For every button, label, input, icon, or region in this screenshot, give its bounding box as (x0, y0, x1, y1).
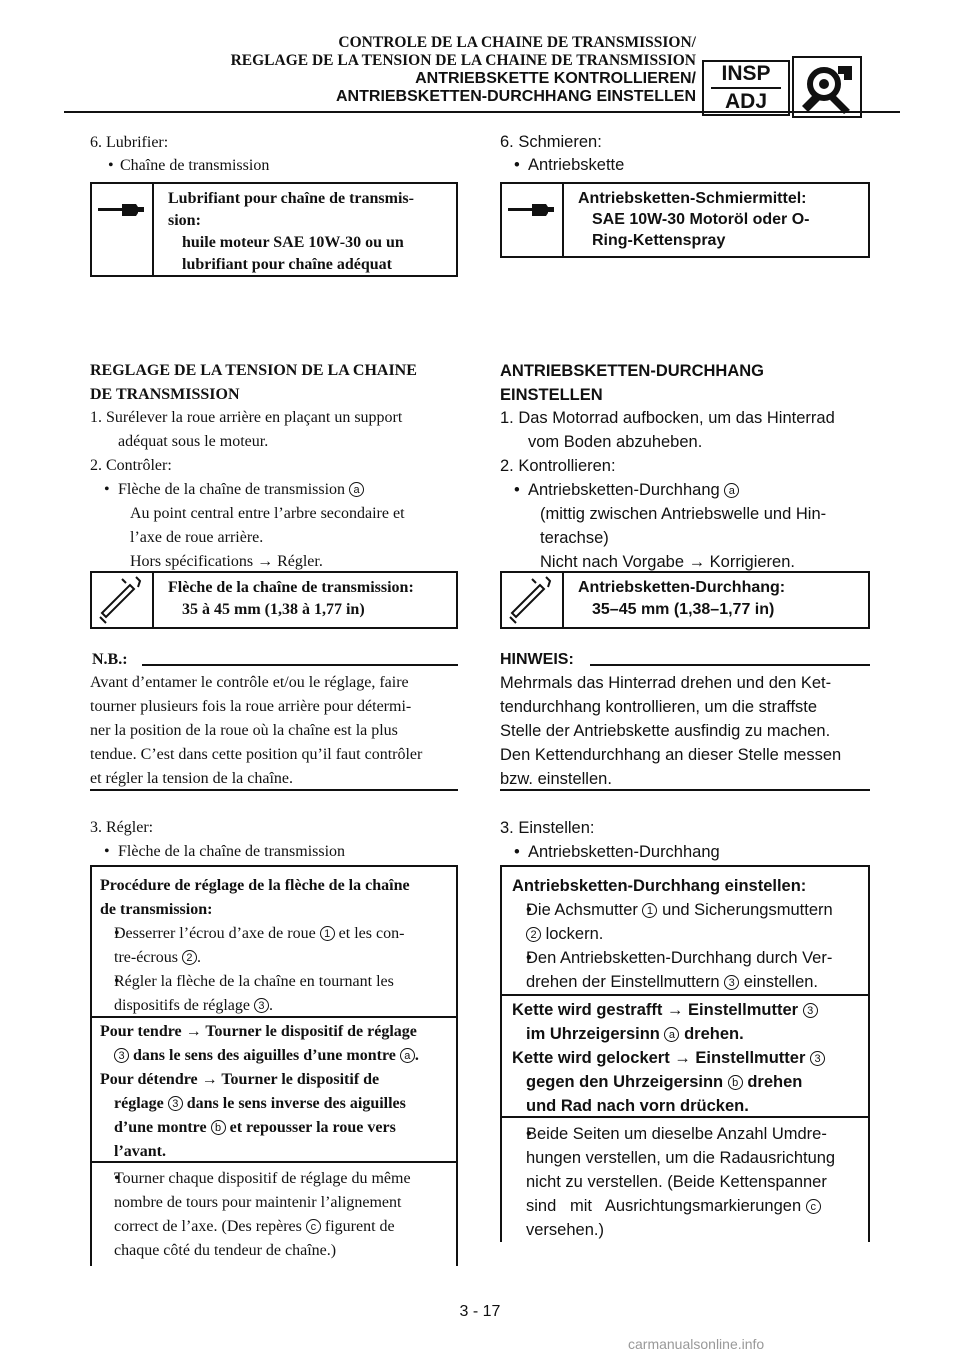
de-proc-divider-2 (500, 1116, 870, 1118)
de-proc-b2-b: drehen der Einstellmuttern (526, 973, 720, 991)
fr-step-3 (90, 816, 458, 864)
de-step-1-line-2: vom Boden abzuheben. (528, 433, 703, 451)
fr-tension-2c: d’une montre (114, 1119, 207, 1136)
ref-marker-a: a (664, 1027, 679, 1042)
fr-step-3-item: • Flèche de la chaîne de transmission (90, 840, 458, 864)
fr-tension-2d: l’avant. (114, 1143, 166, 1160)
de-proc-left-border (500, 865, 502, 1242)
de-step-1-line-1: 1. Das Motorrad aufbocken, um das Hinterrad (500, 409, 835, 427)
fr-step-2-item (90, 478, 458, 502)
fr-proc-bullet-2-cont: dispositifs de réglage 3 . (114, 997, 273, 1014)
fr-nb-line: ner la position de la roue où la chaîne est la plus (90, 722, 398, 739)
ref-marker-3: 3 (114, 1048, 129, 1063)
fr-tension-1b: dans le sens des aiguilles d’une montre (133, 1047, 396, 1064)
fr-final-4: chaque côté du tendeur de chaîne.) (114, 1242, 337, 1259)
page-number: 3 - 17 (459, 1303, 501, 1320)
de-spec-value: 35–45 mm (1,38–1,77 in) (592, 601, 775, 618)
fr-proc-left-border (90, 865, 92, 1266)
ref-marker-c: c (806, 1199, 821, 1214)
de-procedure (512, 874, 860, 994)
fr-step-6-label: 6. Lubrifier: (90, 134, 169, 151)
de-tension-1b-row (512, 1022, 862, 1046)
fr-spec-value: 35 à 45 mm (1,38 à 1,77 in) (182, 601, 365, 618)
fr-proc-b1-c: tre-écrous (114, 949, 178, 966)
fr-nb-end-rule (90, 789, 458, 791)
fr-tension-1a: Pour tendre → Tourner le dispositif de réglage (100, 1023, 417, 1040)
ref-marker-2: 2 (526, 927, 541, 942)
de-final-2: hungen verstellen, um die Radausrichtung (526, 1149, 836, 1167)
ref-marker-1: 1 (642, 903, 657, 918)
fr-section-title (90, 359, 458, 407)
de-proc-bullet-2: • Den Antriebsketten-Durchhang durch Ver- (512, 946, 860, 970)
fr-step-2-desc-2: l’axe de roue arrière. (130, 529, 264, 546)
fr-tension-2b-row (100, 1092, 450, 1116)
fr-tension-rules (100, 1020, 450, 1164)
de-step-2-desc-2: terachse) (540, 529, 609, 547)
fr-tension-2c-row (100, 1116, 450, 1140)
de-final-3: nicht zu verstellen. (Beide Kettenspanner (526, 1173, 827, 1191)
de-step-3-item: • Antriebsketten-Durchhang (500, 840, 870, 864)
fr-step-2-desc-3: Hors spécifications → Régler. (130, 553, 323, 570)
ref-marker-3: 3 (724, 975, 739, 990)
de-tension-2b: gegen den Uhrzeigersinn (526, 1073, 724, 1091)
de-step-3-label: 3. Einstellen: (500, 819, 595, 837)
de-step-2-desc-3: Nicht nach Vorgabe → Korrigieren. (540, 553, 795, 571)
de-tension-2a: Kette wird gelockert → Einstellmutter (512, 1049, 806, 1067)
ref-marker-1: 1 (320, 926, 335, 941)
fr-step-2-item-text: Flèche de la chaîne de transmission (118, 481, 346, 498)
ref-marker-a: a (400, 1048, 415, 1063)
de-final-note (512, 1122, 860, 1242)
fr-proc-divider-1 (90, 1016, 458, 1018)
de-lube-line-2: SAE 10W-30 Motoröl oder O- (592, 211, 810, 228)
de-hinweis-line: tendurchhang kontrollieren, um die straffste (500, 698, 818, 716)
oil-can-icon (92, 184, 154, 275)
de-steps-1-2 (500, 406, 870, 574)
fr-spec-label: Flèche de la chaîne de transmission: (168, 579, 414, 596)
de-spec-box (500, 571, 870, 629)
fr-nb-line: tendue. C’est dans cette position qu’il faut contrôler (90, 746, 423, 763)
caliper-icon (502, 573, 564, 627)
fr-step-2-desc-1: Au point central entre l’arbre secondaire et (130, 505, 405, 522)
fr-lube-line-1: Lubrifiant pour chaîne de transmis- (168, 190, 414, 207)
fr-section-title-1: REGLAGE DE LA TENSION DE LA CHAINE (90, 362, 417, 379)
de-tension-rules (512, 998, 862, 1118)
de-proc-bullet-2-cont (512, 970, 860, 994)
de-proc-b1-c: lockern. (545, 925, 604, 943)
fr-tension-2b: réglage (114, 1095, 164, 1112)
de-section-title (500, 359, 870, 407)
fr-proc-b2-b: dispositifs de réglage (114, 997, 250, 1014)
de-hinweis-line: bzw. einstellen. (500, 770, 612, 788)
ref-marker-b: b (211, 1120, 226, 1135)
de-proc-b2-c: einstellen. (743, 973, 819, 991)
fr-nb-text (90, 671, 458, 791)
fr-proc-b1-b: et les con- (338, 925, 405, 942)
de-proc-bullet-1-cont (512, 922, 860, 946)
fr-steps-1-2 (90, 406, 458, 574)
de-proc-title: Antriebsketten-Durchhang einstellen: (512, 877, 807, 895)
de-section-title-1: ANTRIEBSKETTEN-DURCHHANG (500, 362, 764, 380)
de-final-4a: sind mit Ausrichtungsmarkierungen (526, 1197, 802, 1215)
fr-lube-line-3: huile moteur SAE 10W-30 ou un (182, 234, 404, 251)
de-hinweis-line: Den Kettendurchhang an dieser Stelle messen (500, 746, 842, 764)
fr-nb-line: Avant d’entamer le contrôle et/ou le réglage, faire (90, 674, 409, 691)
fr-lubricant-box (90, 182, 458, 277)
header-title-line-3: ANTRIEBSKETTE KONTROLLIEREN/ (415, 70, 696, 87)
de-lube-line-1: Antriebsketten-Schmiermittel: (578, 190, 807, 207)
de-lubricant-box (500, 182, 870, 258)
badge-insp-label: INSP (721, 62, 771, 85)
fr-proc-title-2: de transmission: (100, 901, 213, 918)
de-step-6-label: 6. Schmieren: (500, 133, 602, 151)
fr-step-1-line-1: 1. Surélever la roue arrière en plaçant un support (90, 409, 403, 426)
fr-tension-1b-row: 3 dans le sens des aiguilles d’une montre a . (100, 1044, 450, 1068)
fr-step-3-label: 3. Régler: (90, 819, 154, 836)
de-lube-line-3: Ring-Kettenspray (592, 232, 726, 249)
de-spec-label: Antriebsketten-Durchhang: (578, 579, 786, 596)
fr-final-1: • Tourner chaque dispositif de réglage du même (100, 1167, 448, 1191)
ref-marker-3: 3 (803, 1003, 818, 1018)
badge-adj-label: ADJ (724, 90, 767, 113)
de-final-4-row (512, 1194, 860, 1218)
de-hinweis-text (500, 671, 870, 791)
ref-marker-a: a (349, 482, 364, 497)
fr-proc-divider-2 (90, 1161, 458, 1163)
fr-tension-2b-rest: dans le sens inverse des aiguilles (186, 1095, 406, 1112)
de-tension-1b: im Uhrzeigersinn (526, 1025, 660, 1043)
de-hinweis-line: Mehrmals das Hinterrad drehen und den Ket- (500, 674, 832, 692)
de-tension-2a-row (512, 1046, 862, 1070)
fr-tension-2c-rest: et repousser la roue vers (229, 1119, 396, 1136)
ref-marker-3: 3 (810, 1051, 825, 1066)
de-hinweis-line: Stelle der Antriebskette ausfindig zu machen. (500, 722, 831, 740)
fr-nb-label: N.B.: (92, 651, 128, 668)
de-hinweis-rule (590, 664, 870, 666)
fr-nb-line: tourner plusieurs fois la roue arrière pour détermi- (90, 698, 412, 715)
ref-marker-2: 2 (182, 950, 197, 965)
de-section-title-2: EINSTELLEN (500, 386, 603, 404)
fr-step-6 (90, 131, 458, 177)
insp-adj-badge (702, 60, 790, 116)
ref-marker-3: 3 (168, 1096, 183, 1111)
fr-spec-box (90, 571, 458, 629)
fr-final-2: nombre de tours pour maintenir l’alignement (114, 1194, 402, 1211)
fr-proc-right-border (456, 865, 458, 1266)
de-step-3 (500, 816, 870, 864)
fr-lube-line-2: sion: (168, 212, 201, 229)
fr-proc-bullet-1 (100, 922, 448, 946)
fr-procedure (100, 874, 448, 1018)
fr-step-1-line-2: adéquat sous le moteur. (118, 433, 269, 450)
de-tension-1b-rest: drehen. (684, 1025, 744, 1043)
fr-proc-top-border (90, 865, 458, 867)
de-hinweis-end-rule (500, 789, 870, 791)
de-step-2-desc-1: (mittig zwischen Antriebswelle und Hin- (540, 505, 827, 523)
fr-step-6-item: • Chaîne de transmission (94, 154, 458, 177)
de-step-6-item: • Antriebskette (500, 154, 870, 177)
de-tension-2b-row (512, 1070, 862, 1094)
fr-final-3b: figurent de (324, 1218, 395, 1235)
header-title-line-4: ANTRIEBSKETTEN-DURCHHANG EINSTELLEN (336, 88, 696, 105)
de-proc-top-border (500, 865, 870, 867)
de-proc-bullet-1 (512, 898, 860, 922)
de-proc-b1-b: und Sicherungsmuttern (662, 901, 833, 919)
de-hinweis-label: HINWEIS: (500, 651, 574, 668)
de-step-2-item (500, 478, 870, 502)
fr-nb-line: et régler la tension de la chaîne. (90, 770, 294, 787)
fr-proc-title-1: Procédure de réglage de la flèche de la chaîne (100, 877, 410, 894)
fr-proc-b1-a: Desserrer l’écrou d’axe de roue (114, 925, 316, 942)
de-tension-1a-row (512, 998, 862, 1022)
header-title-line-1: CONTROLE DE LA CHAINE DE TRANSMISSION/ (338, 34, 696, 51)
fr-tension-2a: Pour détendre → Tourner le dispositif de (100, 1071, 380, 1088)
de-tension-2b-rest: drehen (747, 1073, 803, 1091)
de-final-1: • Beide Seiten um dieselbe Anzahl Umdre- (512, 1122, 860, 1146)
de-tension-1a: Kette wird gestrafft → Einstellmutter (512, 1001, 799, 1019)
oil-can-icon (502, 184, 564, 256)
caliper-icon (92, 573, 154, 627)
fr-section-title-2: DE TRANSMISSION (90, 386, 240, 403)
ref-marker-a: a (724, 483, 739, 498)
fr-lube-line-4: lubrifiant pour chaîne adéquat (182, 256, 392, 273)
watermark: carmanualsonline.info (628, 1336, 765, 1352)
header-title-line-2: REGLAGE DE LA TENSION DE LA CHAINE DE TRANSMISSION (230, 52, 696, 69)
de-tension-2c: und Rad nach vorn drücken. (526, 1097, 749, 1115)
fr-step-2-label: 2. Contrôler: (90, 457, 172, 474)
fr-proc-bullet-2: • Régler la flèche de la chaîne en tournant les (100, 970, 448, 994)
de-final-5: versehen.) (526, 1221, 604, 1239)
ref-marker-b: b (728, 1075, 743, 1090)
de-step-2-item-text: Antriebsketten-Durchhang (528, 481, 720, 499)
de-proc-divider-1 (500, 994, 870, 996)
ref-marker-3: 3 (254, 998, 269, 1013)
de-proc-right-border (868, 865, 870, 1242)
ref-marker-c: c (306, 1219, 321, 1234)
de-proc-b1-a: Die Achsmutter (526, 901, 638, 919)
wrench-icon (792, 56, 862, 118)
fr-final-3a: correct de l’axe. (Des repères (114, 1218, 302, 1235)
fr-final-note (100, 1167, 448, 1263)
de-step-6 (500, 131, 870, 177)
fr-proc-bullet-1-cont: tre-écrous 2 . (114, 949, 201, 966)
fr-final-3-row (100, 1215, 448, 1239)
fr-nb-rule (142, 664, 458, 666)
de-step-2-label: 2. Kontrollieren: (500, 457, 616, 475)
